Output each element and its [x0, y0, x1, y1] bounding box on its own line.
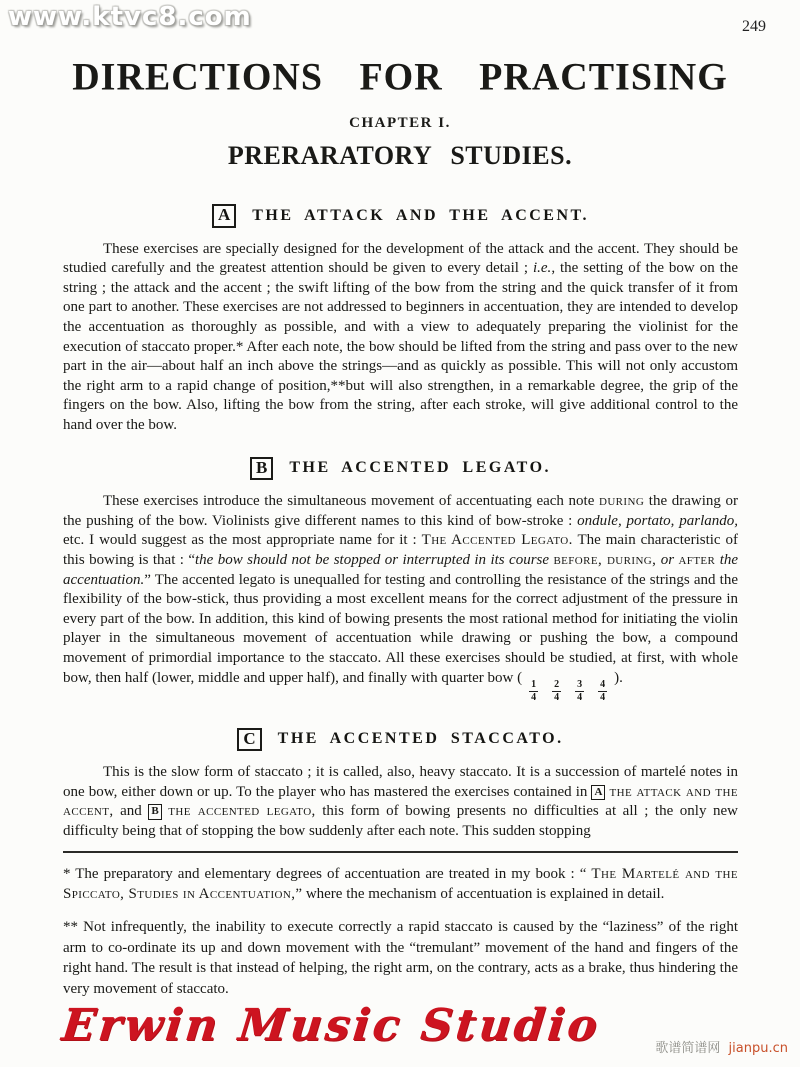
section-c-title: THE ACCENTED STACCATO.: [277, 730, 564, 748]
site-credit-chinese: 歌谱简谱网: [655, 1041, 721, 1056]
chapter-heading: CHAPTER I.: [349, 114, 451, 131]
bow-fraction: $\frac{3}{4}$: [577, 678, 583, 703]
page-title: DIRECTIONS FOR PRACTISING: [72, 55, 728, 99]
site-credit: [655, 1037, 788, 1056]
section-a-letter-box: A: [212, 204, 236, 228]
watermark-top: www.ktvc8.com: [8, 2, 252, 32]
page-content: [63, 204, 738, 999]
section-a-heading: [63, 204, 738, 228]
section-c-heading: [63, 728, 738, 752]
bow-fraction: $\frac{1}{4}$: [531, 678, 537, 703]
section-c-letter-box: C: [237, 728, 261, 752]
section-b-heading: [63, 457, 738, 481]
section-b-paragraph: These exercises introduce the simultaneous movement of accentuating each note during the drawing or the pushing of the bow. Violinists give different names to this kind of bow-stroke : ondule, portato, parlando, etc. I would suggest as the most appropriate name for it : The Accented Legato. The main characteristic of this bowing is that : “the bow should not be stopped or interrupted in its course before, during, or after the accentuation.” The accented legato is unequalled for testing and controlling the resistance of the strings and the flexibility of the bow-stick, thus providing a most excellent means for the correct adjustment of the pressure in every part of the bow. In addition, this kind of bowing presents the most rational method for initiating the violin player in the simultaneous movement of accentuation while drawing or pushing the bow, a compound movement of primordial importance to the staccato. All these exercises should be studied, at first, with whole bow, then half (lower, middle and upper half), and finally with quarter bow ( $\frac{1}{4}$ $\frac{2}{4}$ $\frac{3}{4}$ $\frac{4}{4}$ ).: [63, 493, 739, 703]
bow-fraction: $\frac{2}{4}$: [554, 678, 560, 703]
chapter-subtitle: PRERARATORY STUDIES.: [227, 140, 573, 171]
site-credit-domain: jianpu.cn: [728, 1041, 788, 1056]
footnote-1: * The preparatory and elementary degrees of accentuation are treated in my book : “ The Martelé and the Spiccato, Studies in Accentuation,” where the mechanism of accentuation is explained in detail.: [63, 865, 738, 903]
section-c-paragraph: This is the slow form of staccato ; it is called, also, heavy staccato. It is a succession of martelé notes in one bow, either down or up. To the player who has mastered the exercises contained in A the attack and the accent, and B the accented legato, this form of bowing presents no difficulties at all ; the only new difficulty being that of stopping the bow suddenly after each note. This sudden stopping: [63, 764, 739, 840]
section-b-letter-box: B: [250, 457, 273, 481]
section-a-title: THE ATTACK AND THE ACCENT.: [252, 206, 590, 224]
page-number: 249: [742, 18, 766, 35]
section-b-title: THE ACCENTED LEGATO.: [289, 459, 552, 477]
section-a-paragraph: These exercises are specially designed for the development of the attack and the accent. They should be studied carefully and the greatest attention should be given to every detail ; i.e., the setting of the bow on the string ; the attack and the accent ; the swift lifting of the bow from the string and the quick transfer of it from one part to another. These exercises are not addressed to beginners in accentuation, they are intended to develop the accentuation as thoroughly as possible, and with a view to adequately preparing the violinist for the execution of staccato proper.* After each note, the bow should be lifted from the string and pass over to the new part in the air—about half an inch above the strings—and as quickly as possible. This will not only accustom the right arm to a rapid change of position,**but will also strengthen, in a remarkable degree, the grip of the fingers on the bow. Also, lifting the bow from the string, after each stroke, will give additional control to the hand over the bow.: [63, 240, 738, 433]
watermark-studio: Erwin Music Studio: [59, 1000, 603, 1051]
bow-fraction: $\frac{4}{4}$: [600, 678, 606, 703]
footnote-divider: [63, 851, 738, 853]
footnote-2: ** Not infrequently, the inability to execute correctly a rapid staccato is caused by the “laziness” of the right arm to co-ordinate its up and down movement with the “tremulant” movement of the hand and fingers of the right hand. The result is that instead of helping, the right arm, on the contrary, acts as a brake, thus hindering the very movement of staccato.: [63, 919, 738, 997]
